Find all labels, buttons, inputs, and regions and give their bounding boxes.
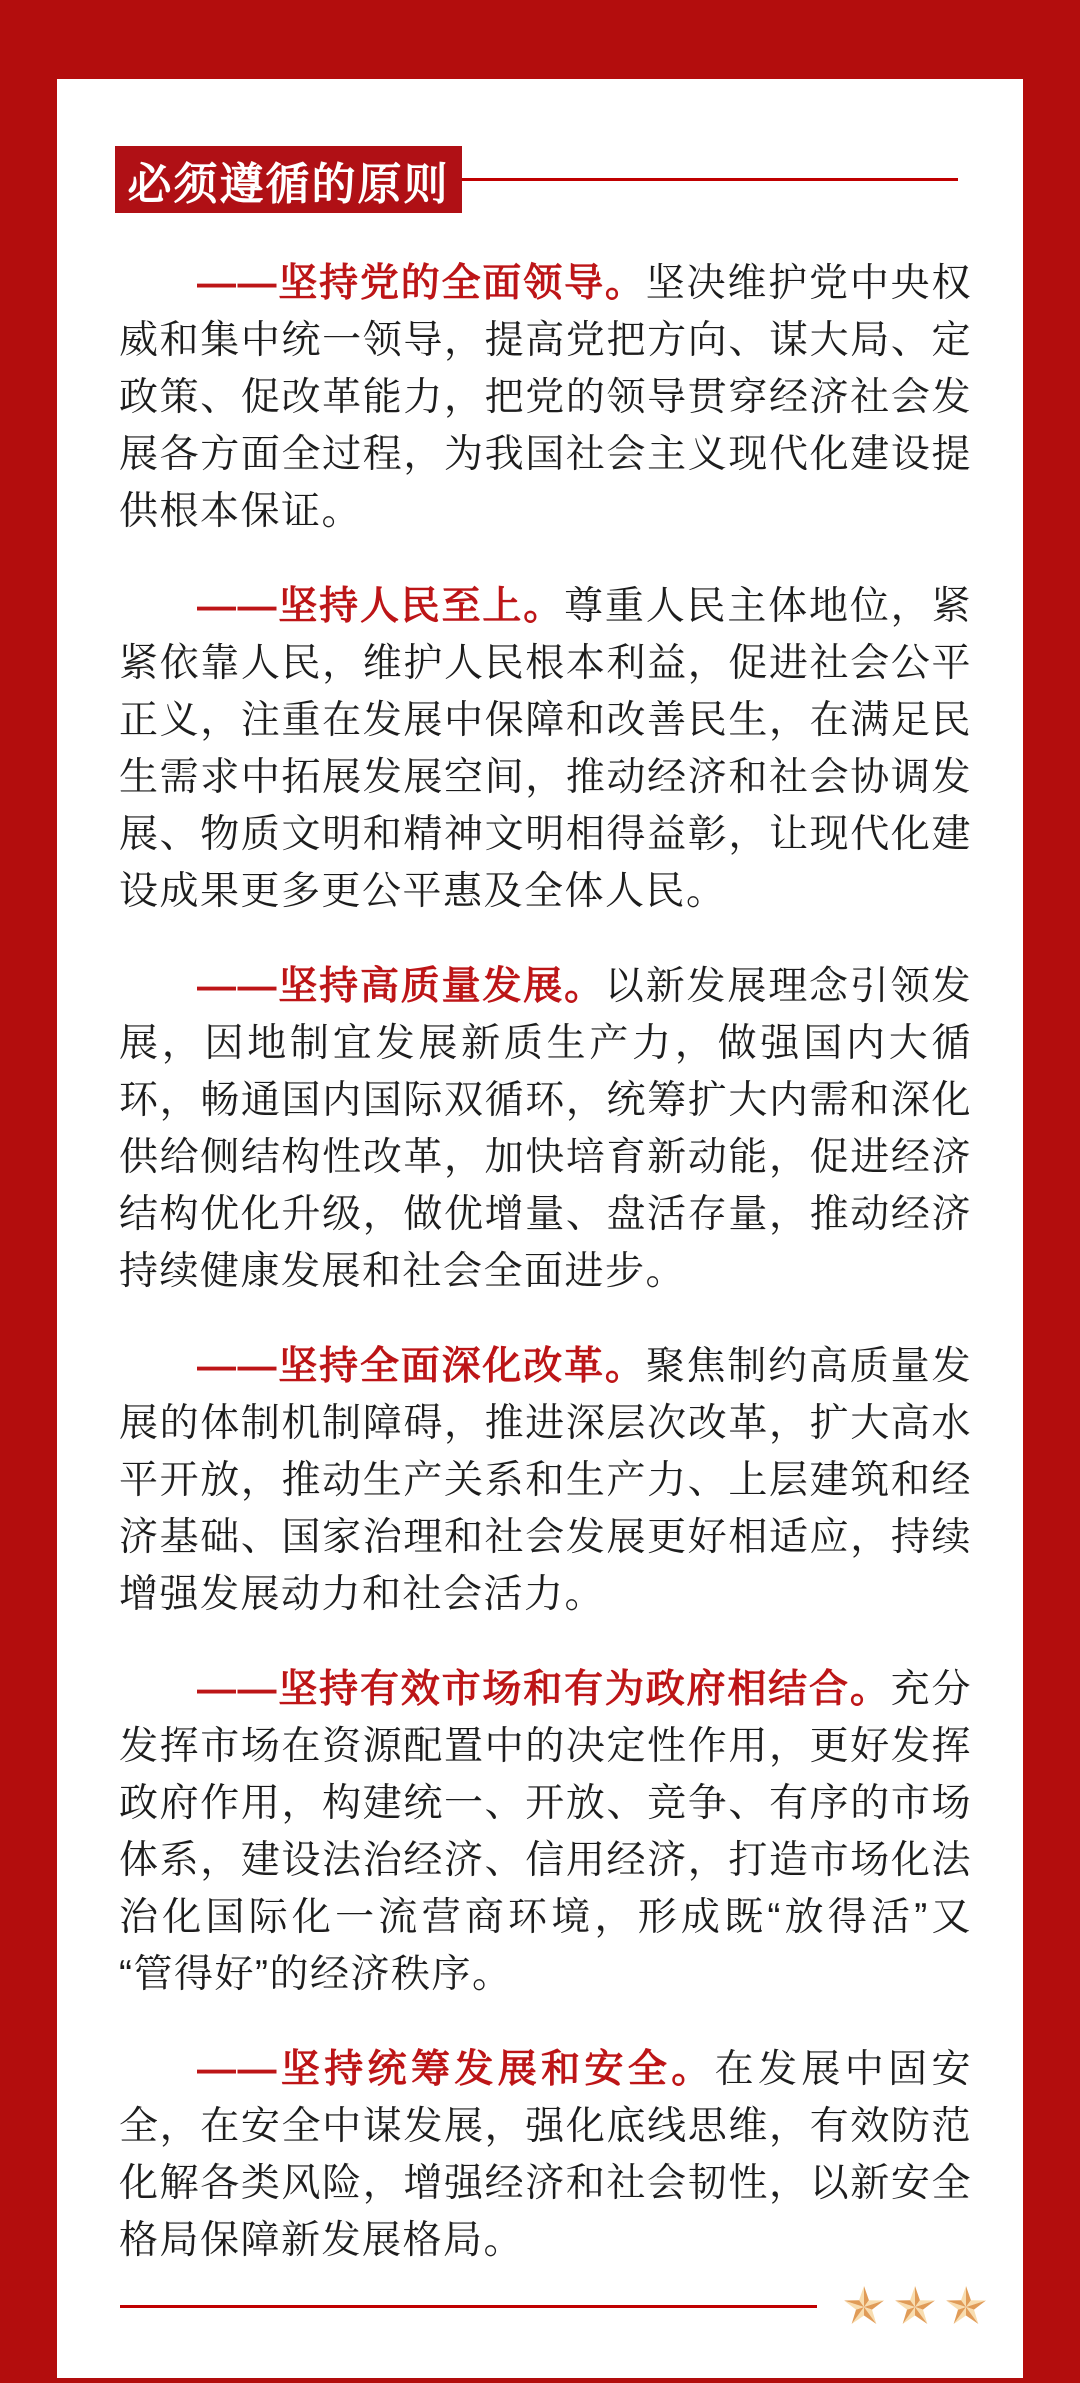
footer (120, 2285, 987, 2327)
principle-body: 尊重人民主体地位，紧紧依靠人民，维护人民根本利益，促进社会公平正义，注重在发展中保障和改善民生，在满足民生需求中拓展发展空间，推动经济和社会协调发展、物质文明和精神文明相得益彰，让现代化建设成果更多更公平惠及全体人民。 (119, 585, 972, 913)
principle-body: 坚决维护党中央权威和集中统一领导，提高党把方向、谋大局、定政策、促改革能力，把党的领导贯穿经济社会发展各方面全过程，为我国社会主义现代化建设提供根本保证。 (119, 262, 972, 533)
principle-body: 聚焦制约高质量发展的体制机制障碍，推进深层次改革，扩大高水平开放，推动生产关系和生产力、上层建筑和经济基础、国家治理和社会发展更好相适应，持续增强发展动力和社会活力。 (119, 1345, 972, 1616)
star-icon (894, 2285, 936, 2327)
principle-heading: ——坚持统筹发展和安全。 (197, 2048, 715, 2091)
section-title-badge (115, 146, 462, 213)
content-card (57, 79, 1023, 2378)
principle-paragraph (119, 578, 972, 920)
principle-paragraph (119, 2041, 972, 2269)
principle-paragraph (119, 1338, 972, 1623)
star-icon (945, 2285, 987, 2327)
principle-heading: ——坚持有效市场和有为政府相结合。 (197, 1668, 891, 1711)
principles-text (119, 255, 972, 2269)
title-underline (462, 178, 958, 181)
principle-paragraph (119, 1661, 972, 2003)
principle-paragraph (119, 958, 972, 1300)
principle-heading: ——坚持人民至上。 (197, 585, 565, 628)
principle-heading: ——坚持全面深化改革。 (197, 1345, 646, 1388)
section-title: 必须遵循的原则 (127, 159, 450, 209)
principle-body: 充分发挥市场在资源配置中的决定性作用，更好发挥政府作用，构建统一、开放、竞争、有序的市场体系，建设法治经济、信用经济，打造市场化法治化国际化一流营商环境，形成既“放得活”又“管得好”的经济秩序。 (119, 1668, 972, 1996)
star-icon (843, 2285, 885, 2327)
principle-heading: ——坚持高质量发展。 (197, 965, 605, 1008)
principle-body: 以新发展理念引领发展，因地制宜发展新质生产力，做强国内大循环，畅通国内国际双循环，统筹扩大内需和深化供给侧结构性改革，加快培育新动能，促进经济结构优化升级，做优增量、盘活存量，推动经济持续健康发展和社会全面进步。 (119, 965, 972, 1293)
principle-heading: ——坚持党的全面领导。 (197, 262, 646, 305)
principle-body: 在发展中固安全，在安全中谋发展，强化底线思维，有效防范化解各类风险，增强经济和社会韧性，以新安全格局保障新发展格局。 (119, 2048, 972, 2262)
principle-paragraph (119, 255, 972, 540)
footer-divider (120, 2305, 817, 2308)
star-group (843, 2285, 987, 2327)
section-title-row (115, 146, 1023, 213)
